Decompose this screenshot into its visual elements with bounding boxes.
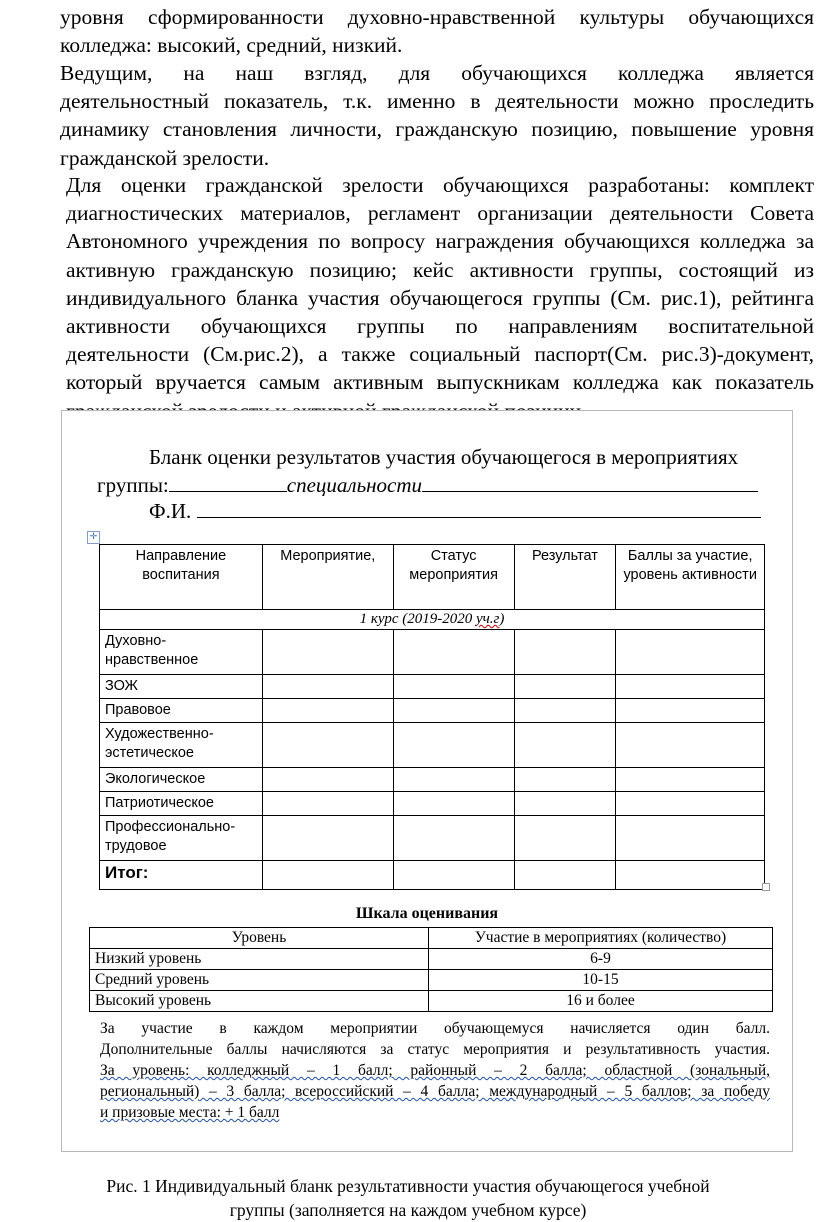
scale-row	[90, 949, 773, 970]
empty-cell[interactable]	[514, 816, 616, 861]
paragraph-levels	[2, 3, 814, 59]
column-header: Мероприятие,	[262, 545, 393, 610]
empty-cell[interactable]	[616, 723, 765, 768]
text-line: Для оценки гражданской зрелости обучающихся разработаны: комплект	[66, 173, 814, 197]
total-row	[100, 861, 765, 890]
empty-cell[interactable]	[393, 723, 514, 768]
column-header: Статус мероприятия	[393, 545, 514, 610]
column-header: Баллы за участие, уровень активности	[616, 545, 765, 610]
direction-cell: Экологическое	[100, 768, 263, 792]
figure-caption	[0, 1174, 816, 1222]
empty-cell[interactable]	[262, 861, 393, 890]
text-line: индивидуального бланка участия обучающегося группы (См. рис.1), рейтинга	[66, 285, 814, 310]
text-line: колледжа: высокий, средний, низкий.	[60, 33, 403, 58]
text-line: уровня сформированности духовно-нравственной культуры обучающихся	[60, 5, 814, 29]
text-line: деятельности (См.рис.2), а также социальный паспорт(См. рис.3)-документ,	[66, 342, 814, 367]
empty-cell[interactable]	[393, 768, 514, 792]
table-row	[100, 768, 765, 792]
scale-title: Шкала оценивания	[355, 905, 499, 922]
paragraph-leading-indicator	[2, 59, 814, 172]
course-text: 1 курс (2019-2020	[359, 611, 476, 627]
empty-cell[interactable]	[262, 699, 393, 723]
empty-cell[interactable]	[616, 816, 765, 861]
empty-cell[interactable]	[514, 699, 616, 723]
scale-level: Низкий уровень	[90, 949, 429, 970]
form-title: Бланк оценки результатов участия обучающегося в мероприятиях	[149, 445, 739, 469]
scale-row	[90, 991, 773, 1012]
empty-cell[interactable]	[262, 675, 393, 699]
note-line: За участие в каждом мероприятии обучающемуся начисляется один балл.	[100, 1020, 770, 1037]
column-header: Направление воспитания	[100, 545, 263, 610]
note-line: региональный) – 3 балла; всероссийский – 4 балла; международный – 5 баллов; за победу	[100, 1083, 770, 1100]
empty-cell[interactable]	[262, 630, 393, 675]
form-canvas	[62, 411, 792, 1151]
course-row	[100, 610, 765, 630]
text-line: динамику становления личности, гражданскую позицию, повышение уровня	[60, 117, 814, 142]
empty-cell[interactable]	[514, 630, 616, 675]
course-text-flagged: уч.г	[475, 611, 500, 627]
specialty-label: специальности	[286, 473, 423, 497]
direction-cell: Патриотическое	[100, 792, 263, 816]
empty-cell[interactable]	[262, 792, 393, 816]
fio-label: Ф.И.	[149, 499, 192, 523]
empty-cell[interactable]	[514, 861, 616, 890]
empty-cell[interactable]	[514, 792, 616, 816]
course-text-end: )	[499, 611, 505, 627]
text-line: активности обучающихся группы по направлениям воспитательной	[66, 314, 814, 339]
scale-count: 10-15	[429, 970, 773, 991]
empty-cell[interactable]	[393, 816, 514, 861]
empty-cell[interactable]	[262, 768, 393, 792]
scale-header: Участие в мероприятиях (количество)	[429, 928, 773, 949]
empty-cell[interactable]	[514, 768, 616, 792]
empty-cell[interactable]	[616, 768, 765, 792]
text-line: Ведущим, на наш взгляд, для обучающихся колледжа является	[60, 61, 814, 85]
form-group-line	[97, 473, 758, 498]
empty-cell[interactable]	[262, 723, 393, 768]
direction-cell: Духовно-нравственное	[100, 630, 263, 675]
total-label: Итог:	[100, 861, 263, 890]
text-line: Автономного учреждения по вопросу награждения обучающихся колледжа за	[66, 229, 814, 254]
direction-cell: Художественно-эстетическое	[100, 723, 263, 768]
text-line: деятельностный показатель, т.к. именно в деятельности можно проследить	[60, 89, 814, 114]
empty-cell[interactable]	[616, 699, 765, 723]
scale-count: 16 и более	[429, 991, 773, 1012]
table-row	[100, 723, 765, 768]
scale-header-row	[90, 928, 773, 949]
table-row	[100, 699, 765, 723]
direction-cell: Правовое	[100, 699, 263, 723]
text-line: диагностических материалов, регламент организации деятельности Совета	[66, 201, 814, 226]
form-name-line	[149, 499, 761, 524]
caption-line: Рис. 1 Индивидуальный бланк результативности участия обучающегося учебной	[106, 1176, 710, 1196]
scale-header: Уровень	[90, 928, 429, 949]
table-row	[100, 630, 765, 675]
column-header: Результат	[514, 545, 616, 610]
figure-form-image	[61, 410, 793, 1152]
fio-field-line	[197, 499, 761, 518]
empty-cell[interactable]	[393, 675, 514, 699]
scale-table	[89, 927, 773, 1012]
text-line: гражданской зрелости.	[60, 145, 270, 170]
scale-row	[90, 970, 773, 991]
table-row	[100, 816, 765, 861]
empty-cell[interactable]	[393, 792, 514, 816]
empty-cell[interactable]	[262, 816, 393, 861]
scale-level: Средний уровень	[90, 970, 429, 991]
empty-cell[interactable]	[393, 630, 514, 675]
paragraph-assessment-tools	[2, 171, 814, 425]
table-resize-handle[interactable]	[762, 883, 770, 891]
empty-cell[interactable]	[616, 675, 765, 699]
caption-line: группы (заполняется на каждом учебном курсе)	[229, 1200, 587, 1220]
direction-cell: Профессионально-трудовое	[100, 816, 263, 861]
empty-cell[interactable]	[616, 861, 765, 890]
scale-level: Высокий уровень	[90, 991, 429, 1012]
direction-cell: ЗОЖ	[100, 675, 263, 699]
empty-cell[interactable]	[514, 723, 616, 768]
scoring-notes	[100, 1018, 770, 1123]
course-label	[100, 610, 765, 630]
note-line: и призовые места: + 1 балл	[100, 1104, 280, 1121]
group-field-line	[169, 473, 287, 492]
text-line: который вручается самым активным выпускникам колледжа как показатель	[66, 370, 814, 395]
empty-cell[interactable]	[393, 699, 514, 723]
activity-table	[99, 544, 765, 890]
table-header-row	[100, 545, 765, 610]
move-cross-icon[interactable]: ✛	[87, 531, 100, 544]
table-row	[100, 792, 765, 816]
group-label: группы:	[97, 473, 169, 497]
table-row	[100, 675, 765, 699]
scale-count: 6-9	[429, 949, 773, 970]
specialty-field-line	[422, 473, 758, 492]
empty-cell[interactable]	[393, 861, 514, 890]
text-line: активную гражданскую позицию; кейс активности группы, состоящий из	[66, 257, 814, 282]
empty-cell[interactable]	[616, 630, 765, 675]
empty-cell[interactable]	[616, 792, 765, 816]
note-line: За уровень: колледжный – 1 балл; районный – 2 балла; областной (зональный,	[100, 1062, 770, 1079]
empty-cell[interactable]	[514, 675, 616, 699]
note-line: Дополнительные баллы начисляются за статус мероприятия и результативность участия.	[100, 1041, 770, 1058]
